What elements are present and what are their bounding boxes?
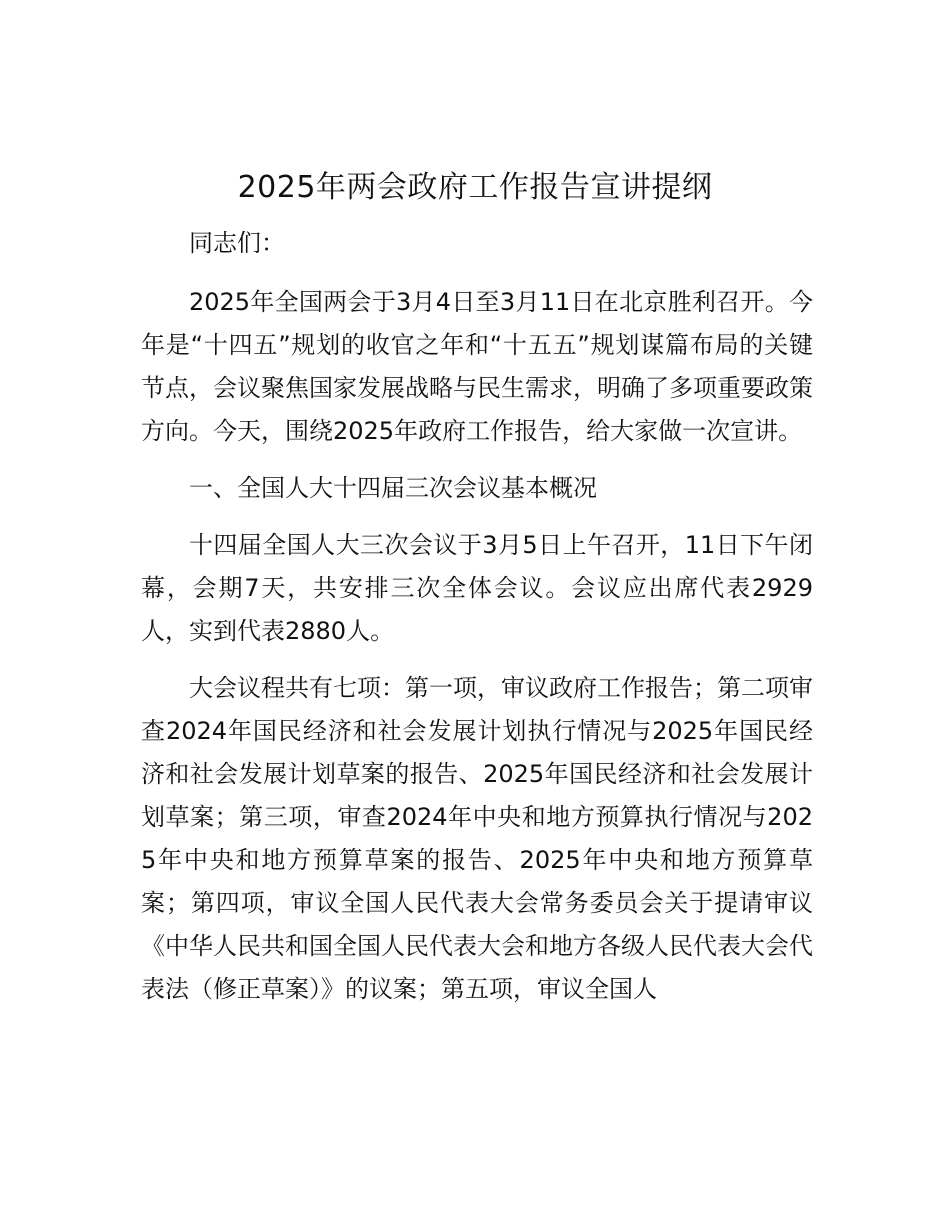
document-body	[141, 222, 813, 1025]
overview-paragraph: 十四届全国人大三次会议于3月5日上午召开，11日下午闭幕，会期7天，共安排三次全体会议。会议应出席代表2929人，实到代表2880人。	[141, 531, 813, 645]
agenda-paragraph: 大会议程共有七项：第一项，审议政府工作报告；第二项审查2024年国民经济和社会发展计划执行情况与2025年国民经济和社会发展计划草案的报告、2025年国民经济和社会发展计划草案；第三项，审查2024年中央和地方预算执行情况与2025年中央和地方预算草案的报告、2025年中央和地方预算草案；第四项，审议全国人民代表大会常务委员会关于提请审议《中华人民共和国全国人民代表大会和地方各级人民代表大会代表法（修正草案）》的议案；第五项，审议全国人	[141, 674, 813, 1003]
document-title: 2025年两会政府工作报告宣讲提纲	[237, 170, 713, 205]
intro-paragraph: 2025年全国两会于3月4日至3月11日在北京胜利召开。今年是“十四五”规划的收官之年和“十五五”规划谋篇布局的关键节点，会议聚焦国家发展战略与民生需求，明确了多项重要政策方向。今天，围绕2025年政府工作报告，给大家做一次宣讲。	[141, 288, 813, 445]
section-heading: 一、全国人大十四届三次会议基本概况	[189, 474, 597, 502]
greeting-paragraph: 同志们：	[189, 229, 285, 257]
